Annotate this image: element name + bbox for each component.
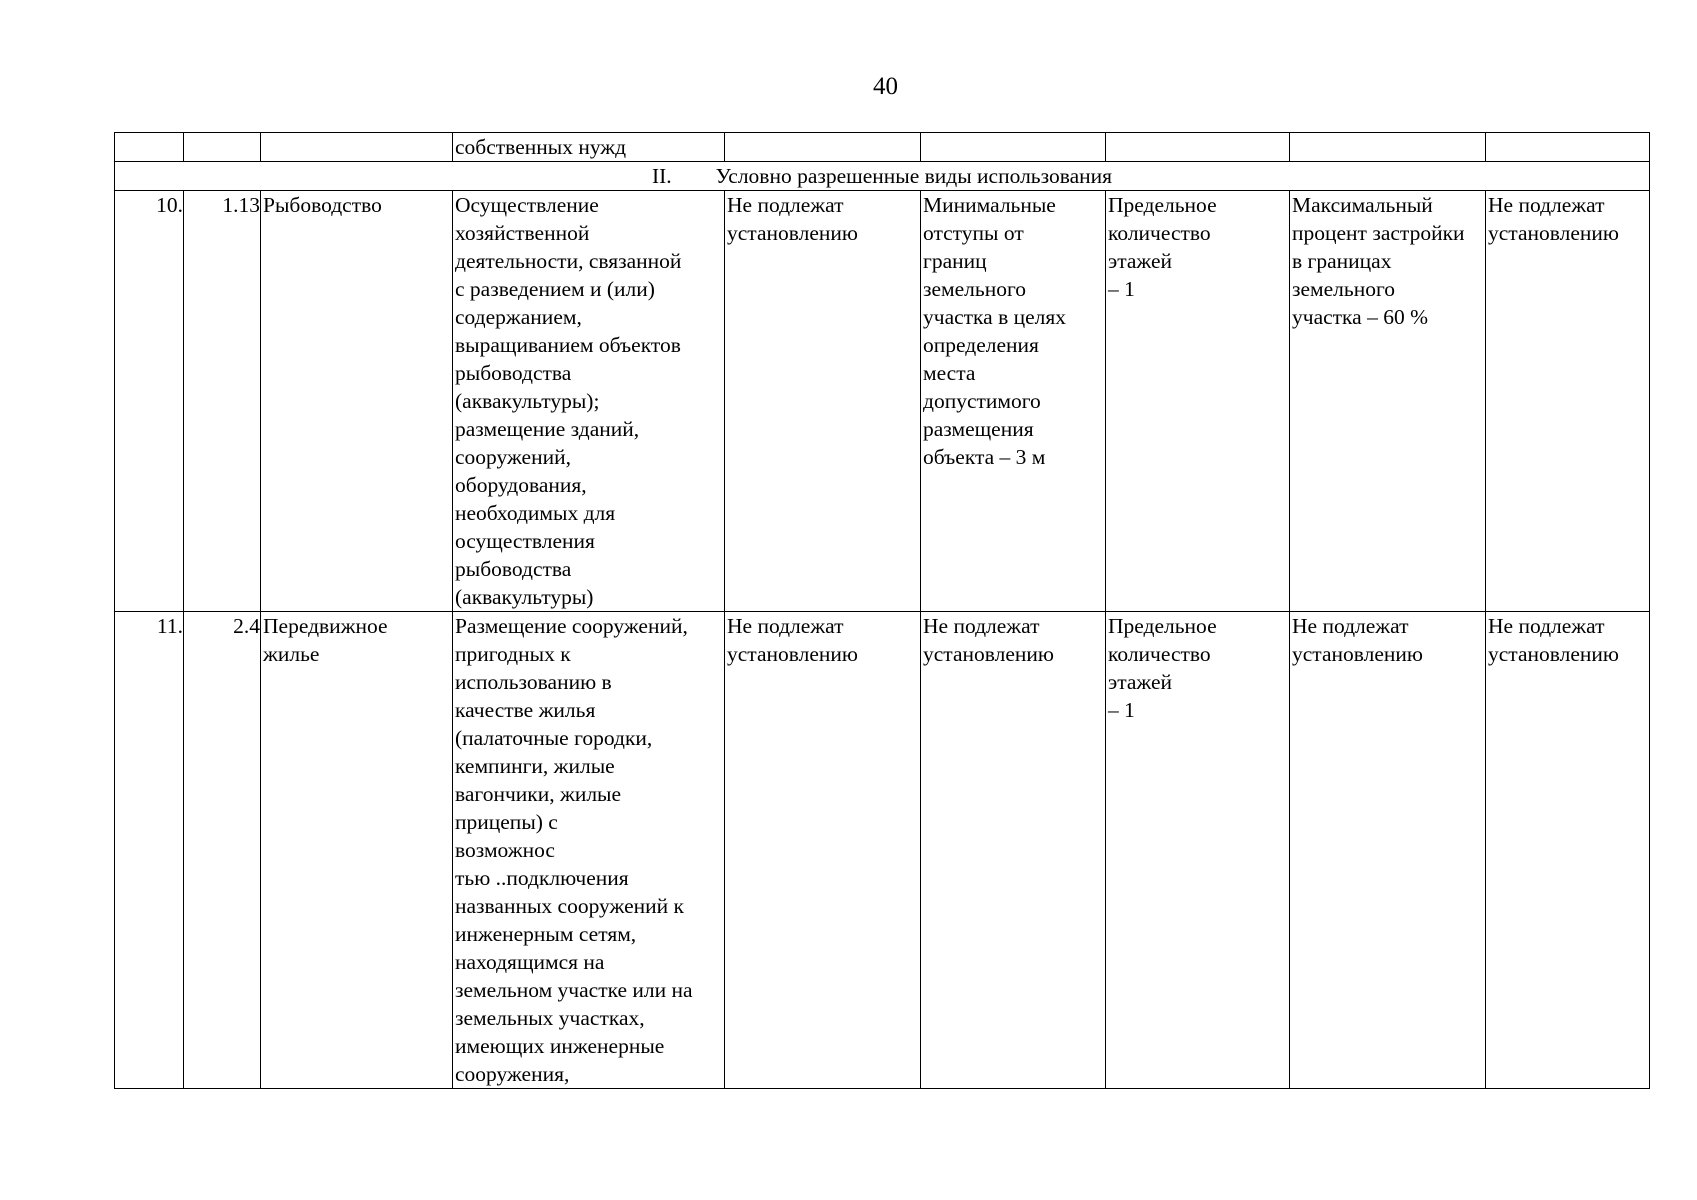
cell-col8: Не подлежат установлению (1290, 612, 1486, 1089)
cell-name: Передвижное жилье (261, 612, 453, 1089)
cell-num: 11. (115, 612, 184, 1089)
cell-num: 10. (115, 191, 184, 612)
cell-code: 2.4 (184, 612, 261, 1089)
section-number: II. (651, 164, 672, 188)
continuation-row (115, 133, 1650, 162)
cell-col7: Предельное количество этажей – 1 (1106, 612, 1290, 1089)
cell-col6: Не подлежат установлению (921, 612, 1106, 1089)
cell-col7 (1106, 133, 1290, 162)
cell-description: Осуществление хозяйственной деятельности, связанной с разведением и (или) содержанием, выращиванием объектов рыбоводства (аквакультуры); размещение зданий, сооружений, оборудования, необходимых для осуществления рыбоводства (аквакультуры) (453, 191, 725, 612)
cell-code: 1.13 (184, 191, 261, 612)
section-header-row (115, 162, 1650, 191)
cell-description: собственных нужд (453, 133, 725, 162)
cell-col6 (921, 133, 1106, 162)
cell-num (115, 133, 184, 162)
cell-col5: Не подлежат установлению (725, 612, 921, 1089)
cell-name (261, 133, 453, 162)
cell-col8 (1290, 133, 1486, 162)
table-row (115, 191, 1650, 612)
table-row (115, 612, 1650, 1089)
page-number: 40 (873, 73, 898, 100)
cell-col5: Не подлежат установлению (725, 191, 921, 612)
cell-code (184, 133, 261, 162)
cell-description: Размещение сооружений, пригодных к использованию в качестве жилья (палаточные городки, кемпинги, жилые вагончики, жилые прицепы) с возможнос тью ..подключения названных сооружений к инженерным сетям, находящимся на земельном участке или на земельных участках, имеющих инженерные сооружения, (453, 612, 725, 1089)
cell-col6: Минимальные отступы от границ земельного участка в целях определения места допустимого размещения объекта – 3 м (921, 191, 1106, 612)
cell-col5 (725, 133, 921, 162)
cell-col9: Не подлежат установлению (1486, 612, 1650, 1089)
cell-col9: Не подлежат установлению (1486, 191, 1650, 612)
section-header (115, 162, 1650, 191)
land-use-table (114, 132, 1650, 1089)
cell-col8: Максимальный процент застройки в границах земельного участка – 60 % (1290, 191, 1486, 612)
cell-col9 (1486, 133, 1650, 162)
section-title: Условно разрешенные виды использования (715, 164, 1113, 188)
cell-col7: Предельное количество этажей – 1 (1106, 191, 1290, 612)
cell-name: Рыбоводство (261, 191, 453, 612)
